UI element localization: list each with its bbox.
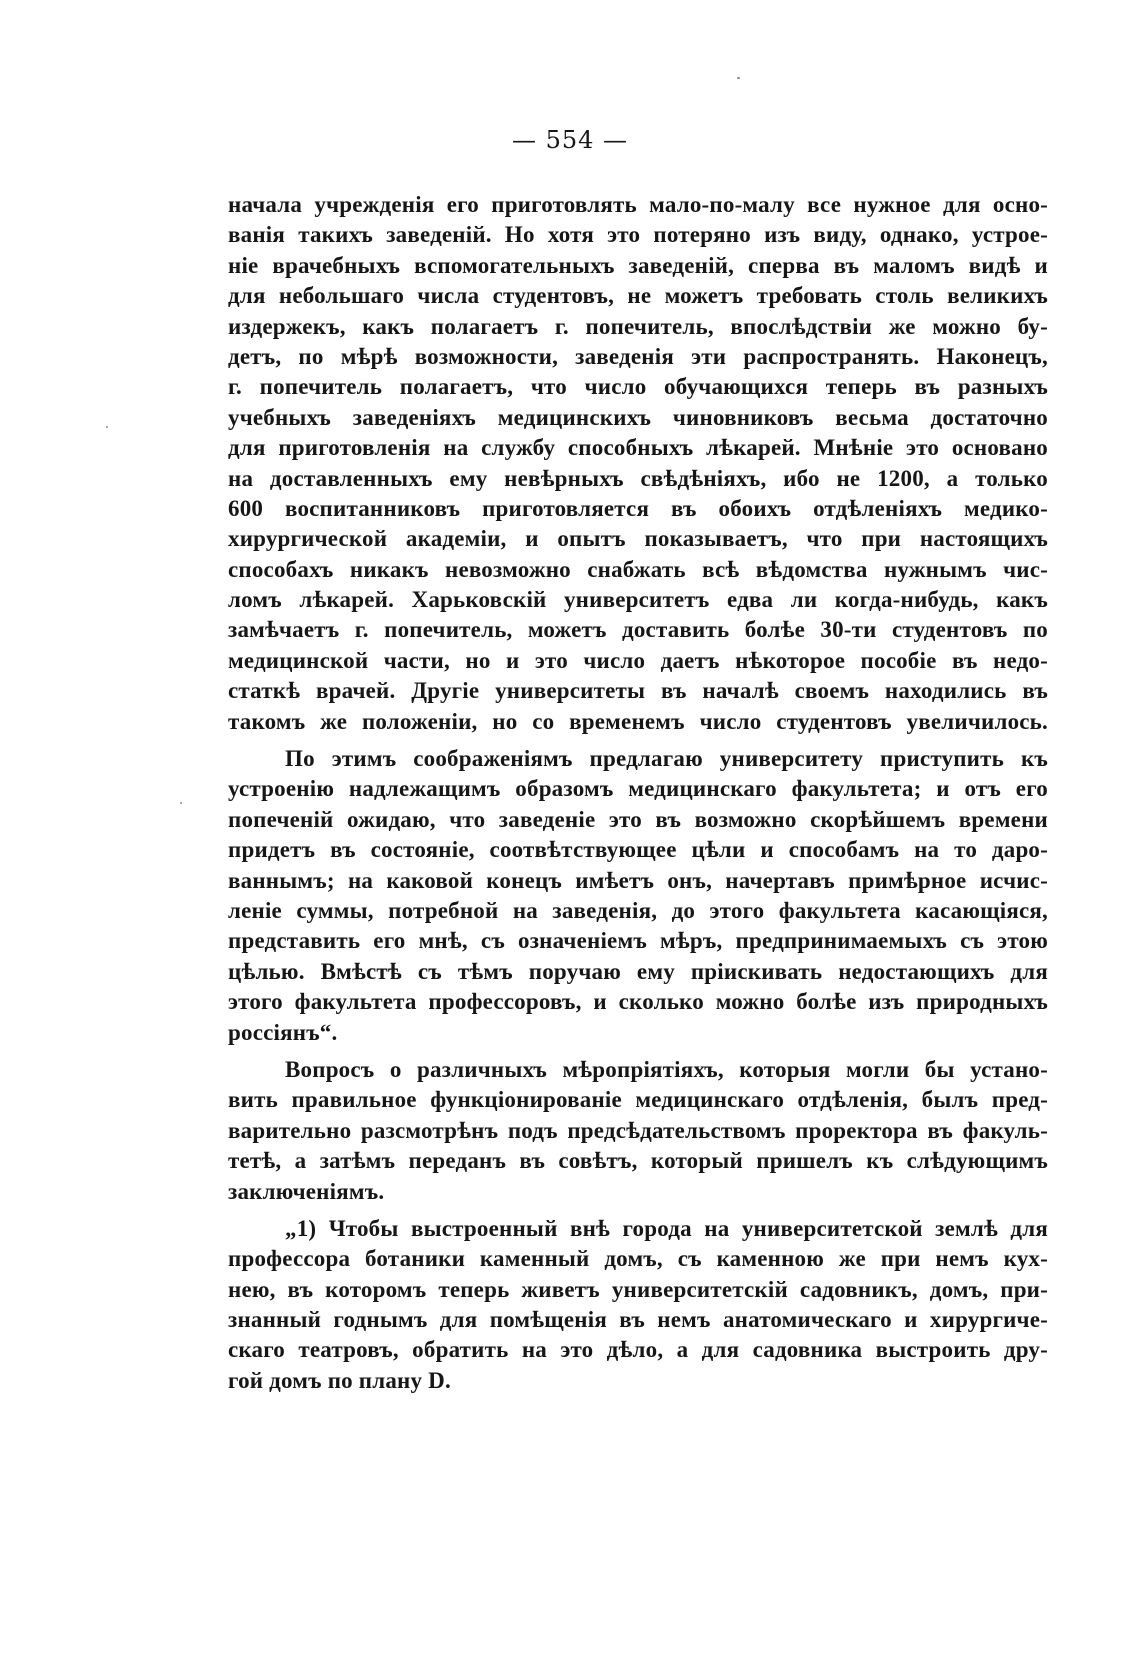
scan-speck — [106, 426, 108, 428]
text-line: на доставленныхъ ему невѣрныхъ свѣдѣніяхъ, ибо не 1200, а только — [228, 465, 1048, 491]
text-line: г. попечитель полагаетъ, что число обучающихся теперь въ разныхъ — [228, 374, 1048, 400]
scan-speck — [180, 802, 182, 804]
text-line: способахъ никакъ невозможно снабжать всѣ вѣдомства нужнымъ чис- — [228, 556, 1048, 582]
text-line: детъ, по мѣрѣ возможности, заведенія эти распространять. Наконецъ, — [228, 343, 1048, 369]
text-line: этого факультета профессоровъ, и сколько можно болѣе изъ природныхъ — [228, 989, 1048, 1015]
text-line: „1) Чтобы выстроенный внѣ города на университетской землѣ для — [285, 1215, 1048, 1241]
text-line: цѣлью. Вмѣстѣ съ тѣмъ поручаю ему пріискивать недостающихъ для — [228, 958, 1048, 984]
text-line: варительно разсмотрѣнъ подъ предсѣдательствомъ проректора въ факуль- — [228, 1117, 1048, 1143]
text-line: профессора ботаники каменный домъ, съ каменною же при немъ кух- — [228, 1246, 1048, 1272]
text-line: начала учрежденія его приготовлять мало-по-малу все нужное для осно- — [228, 192, 1048, 217]
text-line: издержекъ, какъ полагаетъ г. попечитель, впослѣдствіи же можно бу- — [228, 313, 1048, 339]
text-line: замѣчаетъ г. попечитель, можетъ доставить болѣе 30-ти студентовъ по — [228, 617, 1048, 643]
text-line: для небольшаго числа студентовъ, не можетъ требовать столь великихъ — [228, 283, 1048, 309]
paragraph-4 — [228, 1214, 1048, 1396]
text-line: ваннымъ; на каковой конецъ имѣетъ онъ, начертавъ примѣрное исчис- — [228, 867, 1048, 893]
text-line: ванія такихъ заведеній. Но хотя это потеряно изъ виду, однако, устрое- — [228, 222, 1048, 248]
body-text — [228, 190, 1048, 1396]
paragraph-2 — [228, 744, 1048, 1048]
text-line: леніе суммы, потребной на заведенія, до этого факультета касающіяся, — [228, 897, 1048, 923]
scan-speck — [737, 77, 740, 79]
text-line: 600 воспитанниковъ приготовляется въ обоихъ отдѣленіяхъ медико- — [228, 495, 1048, 521]
text-line: нею, въ которомъ теперь живетъ университетскій садовникъ, домъ, при- — [228, 1276, 1048, 1302]
text-line: учебныхъ заведеніяхъ медицинскихъ чиновниковъ весьма достаточно — [228, 404, 1048, 430]
text-line: Вопросъ о различныхъ мѣропріятіяхъ, которыя могли бы устано- — [285, 1056, 1048, 1082]
text-line: По этимъ соображеніямъ предлагаю университету приступить къ — [285, 746, 1048, 772]
text-line: скаго театровъ, обратить на это дѣло, а для садовника выстроить дру- — [228, 1337, 1048, 1363]
text-line: для приготовленія на службу способныхъ лѣкарей. Мнѣніе это основано — [228, 435, 1048, 461]
paragraph-1 — [228, 190, 1048, 737]
text-line: гой домъ по плану D. — [228, 1367, 451, 1393]
paragraph-3 — [228, 1055, 1048, 1207]
text-line: представить его мнѣ, съ означеніемъ мѣръ, предпринимаемыхъ съ этою — [228, 928, 1048, 954]
text-line: статкѣ врачей. Другіе университеты въ началѣ своемъ находились въ — [228, 678, 1048, 704]
text-line: тетѣ, а затѣмъ переданъ въ совѣтъ, который пришелъ къ слѣдующимъ — [228, 1148, 1048, 1174]
text-line: ніе врачебныхъ вспомогательныхъ заведеній, сперва въ маломъ видѣ и — [228, 252, 1048, 278]
text-line: устроенію надлежащимъ образомъ медицинскаго факультета; и отъ его — [228, 776, 1048, 802]
text-line: медицинской части, но и это число даетъ нѣкоторое пособіе въ недо- — [228, 647, 1048, 673]
text-line: россіянъ“. — [228, 1019, 338, 1045]
text-line: придетъ въ состояніе, соотвѣтствующее цѣли и способамъ на то даро- — [228, 837, 1048, 863]
text-line: вить правильное функціонированіе медицинскаго отдѣленія, былъ пред- — [228, 1087, 1048, 1113]
page-number: — 554 — — [511, 126, 629, 154]
text-line: хирургической академіи, и опытъ показываетъ, что при настоящихъ — [228, 526, 1048, 552]
text-line: такомъ же положеніи, но со временемъ число студентовъ увеличилось. — [228, 708, 1048, 734]
text-line: заключеніямъ. — [228, 1178, 385, 1204]
text-line: ломъ лѣкарей. Харьковскій университетъ едва ли когда-нибудь, какъ — [228, 587, 1048, 613]
text-line: попеченій ожидаю, что заведеніе это въ возможно скорѣйшемъ времени — [228, 806, 1048, 832]
text-line: знанный годнымъ для помѣщенія въ немъ анатомическаго и хирургиче- — [228, 1307, 1048, 1333]
